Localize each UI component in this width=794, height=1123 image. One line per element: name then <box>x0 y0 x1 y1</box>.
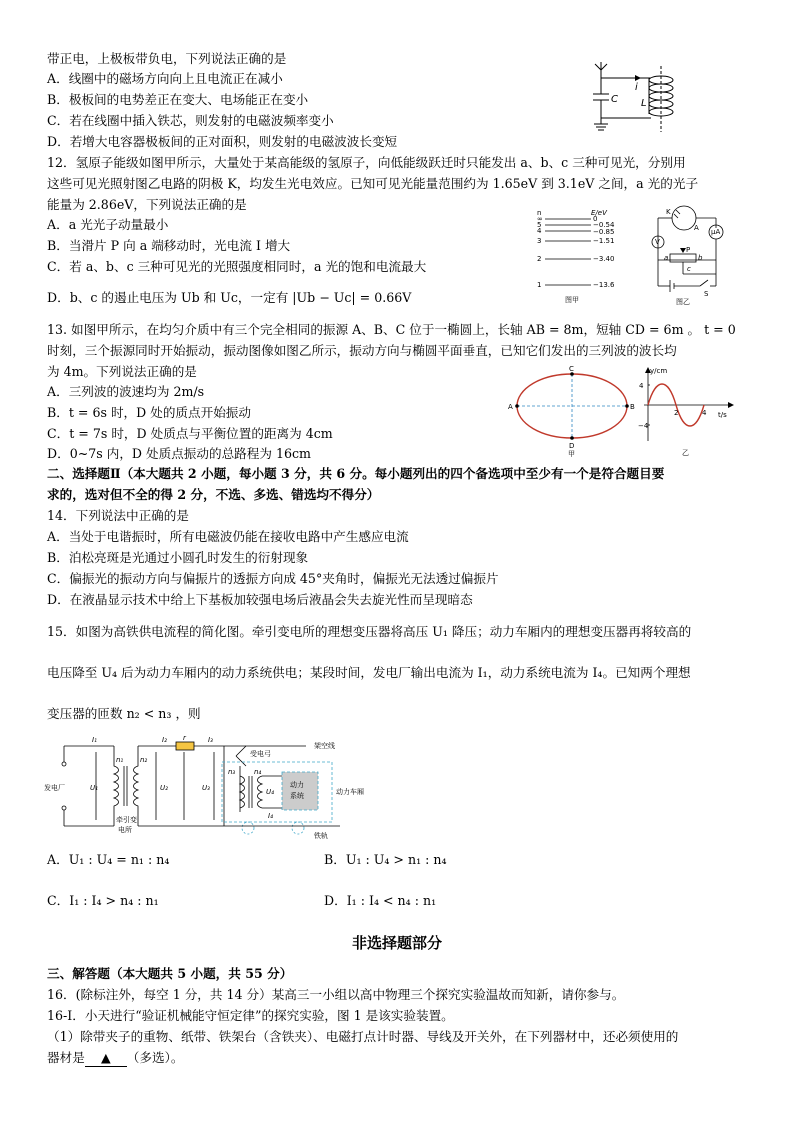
t-tick-4: 4 <box>702 409 707 417</box>
q15-stem-line2: 电压降至 U₄ 后为动力车厢内的动力系统供电；某段时间，发电厂输出电流为 I₁，动力系统电流为 I₄。已知两个理想 <box>47 665 691 680</box>
level-n-3: 3 <box>537 237 542 245</box>
q16-line4-prefix: 器材是 <box>47 1050 85 1065</box>
power-system-label-1: 动力 <box>290 781 304 789</box>
q15-stem-line1: 15．如图为高铁供电流程的简化图。牵引变电所的理想变压器将高压 U₁ 降压；动力车厢内的理想变压器再将较高的 <box>47 624 692 639</box>
amp-pos-label: 4 <box>639 382 644 390</box>
q15-stem-line3: 变压器的匝数 n₂ < n₃ ，则 <box>47 706 201 721</box>
q12-photoelectric-circuit <box>640 200 760 306</box>
q15-power-supply-diagram <box>44 732 374 840</box>
q13-vibration-graph <box>638 365 738 457</box>
n1-label: n₁ <box>116 756 124 764</box>
q12-option-d: D．b、c 的遏止电压为 Ub 和 Uc，一定有 |Ub − Uc| = 0.66V <box>47 290 412 305</box>
i1-label: I₁ <box>92 736 97 744</box>
pantograph-label: 受电弓 <box>250 750 271 758</box>
current-label: i <box>635 82 638 93</box>
switch-s-label: S <box>704 290 709 298</box>
q11-option-c: C．若在线圈中插入铁芯，则发射的电磁波频率变小 <box>47 113 334 128</box>
q12-stem-line1: 12．氢原子能级如图甲所示，大量处于某高能级的氢原子，向低能级跃迁时只能发出 a、b、c 三种可见光，分别用 <box>47 155 686 170</box>
q14-option-d: D．在液晶显示技术中给上下基板加较强电场后液晶会失去旋光性而呈现暗态 <box>47 592 473 607</box>
q12-stem-line3: 能量为 2.86eV，下列说法正确的是 <box>47 197 247 212</box>
n4-label: n₄ <box>254 768 262 776</box>
node-c-label: c <box>687 265 691 273</box>
fig-yi-label: 图乙 <box>676 298 690 306</box>
q16-line2: 16-Ⅰ．小天进行“验证机械能守恒定律”的探究实验，图 1 是该实验装置。 <box>47 1008 454 1023</box>
q16-line4-suffix: （多选）。 <box>126 1050 184 1065</box>
q15-option-b: B．U₁ : U₄ > n₁ : n₄ <box>324 852 447 867</box>
q12-option-c: C．若 a、b、c 三种可见光的光照强度相同时，a 光的饱和电流最大 <box>47 259 427 274</box>
u3-label: U₃ <box>202 784 210 792</box>
q12-option-b: B．当滑片 P 向 a 端移动时，光电流 I 增大 <box>47 238 291 253</box>
anode-label: A <box>694 224 699 232</box>
end-a-label: a <box>664 254 669 262</box>
capacitor-label: C <box>611 94 618 105</box>
level-n-5: 5 <box>537 221 542 229</box>
q14-option-c: C．偏振光的振动方向与偏振片的透振方向成 45°夹角时，偏振光无法透过偏振片 <box>47 571 499 586</box>
u1-label: U₁ <box>90 784 98 792</box>
q15-option-d: D．I₁ : I₄ < n₄ : n₁ <box>324 893 437 908</box>
level-e-3: −1.51 <box>593 237 615 245</box>
q12-stem-line2: 这些可见光照射图乙电路的阴极 K，均发生光电效应。已知可见光能量范围约为 1.65eV 到 3.1eV 之间，a 光的光子 <box>47 176 699 191</box>
level-e-4: −0.85 <box>593 228 615 236</box>
q14-stem: 14．下列说法中正确的是 <box>47 508 189 523</box>
microammeter-label: μA <box>711 228 721 236</box>
y-axis-label: y/cm <box>650 367 668 375</box>
section2-title-line2: 求的，选对但不全的得 2 分，不选、多选、错选均不得分） <box>47 487 380 502</box>
level-e-5: −0.54 <box>593 221 615 229</box>
q13-stem-line1: 13. 如图甲所示，在均匀介质中有三个完全相同的振源 A、B、C 位于一椭圆上，长轴 AB = 8m，短轴 CD = 6m 。 t = 0 <box>47 322 736 337</box>
level-n-1: 1 <box>537 281 542 289</box>
rail-label: 铁轨 <box>314 832 328 840</box>
level-e-1: −13.6 <box>593 281 615 289</box>
q13-stem-line2: 时刻，三个振源同时开始振动，振动图像如图乙所示，振动方向与椭圆平面垂直，已知它们发出的三列波的波长均 <box>47 343 677 358</box>
slider-p-label: P <box>686 246 691 254</box>
q14-option-a: A．当处于电谐振时，所有电磁波仍能在接收电路中产生感应电流 <box>47 529 409 544</box>
point-b-label: B <box>630 403 635 411</box>
q11-option-d: D．若增大电容器极板间的正对面积，则发射的电磁波波长变短 <box>47 134 398 149</box>
q14-option-b: B．泊松亮斑是光通过小圆孔时发生的衍射现象 <box>47 550 309 565</box>
i3-label: I₃ <box>208 736 213 744</box>
amp-neg-label: −4 <box>638 422 649 430</box>
cathode-label: K <box>666 208 671 216</box>
q15-option-a: A．U₁ : U₄ = n₁ : n₄ <box>47 852 170 867</box>
voltmeter-label: V <box>655 238 660 246</box>
substation-label-1: 牵引变 <box>116 816 137 824</box>
q13-ellipse-figure <box>505 362 640 457</box>
axis-e-label: E/eV <box>591 209 607 217</box>
n3-label: n₃ <box>228 768 236 776</box>
fig-jia-label: 甲 <box>568 450 575 457</box>
q11-stem-tail: 带正电，上极板带负电，下列说法正确的是 <box>47 51 287 66</box>
level-e-2: −3.40 <box>593 255 615 263</box>
q12-option-a: A．a 光光子动量最小 <box>47 217 169 232</box>
q11-option-a: A．线圈中的磁场方向向上且电流正在减小 <box>47 71 283 86</box>
power-system-label-2: 系统 <box>290 792 304 800</box>
level-n-4: 4 <box>537 227 542 235</box>
q15-option-c: C．I₁ : I₄ > n₄ : n₁ <box>47 893 159 908</box>
t-axis-label: t/s <box>718 411 727 419</box>
level-n-2: 2 <box>537 255 542 263</box>
point-a-label: A <box>508 403 513 411</box>
part2-title: 非选择题部分 <box>351 934 442 952</box>
r-label: r <box>183 734 186 742</box>
point-d-label: D <box>569 442 575 450</box>
substation-label-2: 电所 <box>118 826 132 834</box>
level-n-inf: ∞ <box>537 215 543 223</box>
car-label: 动力车厢 <box>336 788 364 796</box>
section3-title: 三、解答题（本大题共 5 小题，共 55 分） <box>47 966 293 981</box>
section2-title: 二、选择题Ⅱ（本大题共 2 小题，每小题 3 分，共 6 分。每小题列出的四个备选项中至少有一个是符合题目要 <box>47 466 665 481</box>
overhead-label: 架空线 <box>314 742 335 750</box>
plant-label: 发电厂 <box>44 784 65 792</box>
axis-n-label: n <box>537 209 542 217</box>
q13-option-a: A．三列波的波速均为 2m/s <box>47 384 205 399</box>
t-tick-2: 2 <box>674 409 679 417</box>
end-b-label: b <box>698 254 703 262</box>
u2-label: U₂ <box>160 784 168 792</box>
blank-marker: ▲ <box>100 1050 111 1065</box>
answer-blank[interactable] <box>85 1050 127 1067</box>
u4-label: U₄ <box>266 788 274 796</box>
fig-jia-label: 图甲 <box>565 296 579 304</box>
q16-line1: 16．(除标注外，每空 1 分，共 14 分）某高三一小组以高中物理三个探究实验温故而知新，请你参与。 <box>47 987 625 1002</box>
q11-option-b: B．极板间的电势差正在变大、电场能正在变小 <box>47 92 309 107</box>
q13-option-b: B．t = 6s 时，D 处的质点开始振动 <box>47 405 251 420</box>
i4-label: I₄ <box>268 812 273 820</box>
q13-stem-line3: 为 4m。下列说法正确的是 <box>47 364 197 379</box>
level-e-inf: 0 <box>593 215 598 223</box>
fig-yi-label: 乙 <box>682 449 689 457</box>
q13-option-c: C．t = 7s 时，D 处质点与平衡位置的距离为 4cm <box>47 426 333 441</box>
coil-label: L <box>641 98 647 109</box>
n2-label: n₂ <box>140 756 148 764</box>
point-c-label: C <box>569 365 574 373</box>
q16-line3: （1）除带夹子的重物、纸带、铁架台（含铁夹）、电磁打点计时器、导线及开关外，在下列器材中，还必须使用的 <box>47 1029 679 1044</box>
i2-label: I₂ <box>162 736 167 744</box>
q11-lc-circuit-figure <box>585 58 705 140</box>
q12-energy-level-diagram <box>535 205 625 305</box>
q13-option-d: D．0~7s 内，D 处质点振动的总路程为 16cm <box>47 446 311 461</box>
q16-line4 <box>47 1050 183 1067</box>
